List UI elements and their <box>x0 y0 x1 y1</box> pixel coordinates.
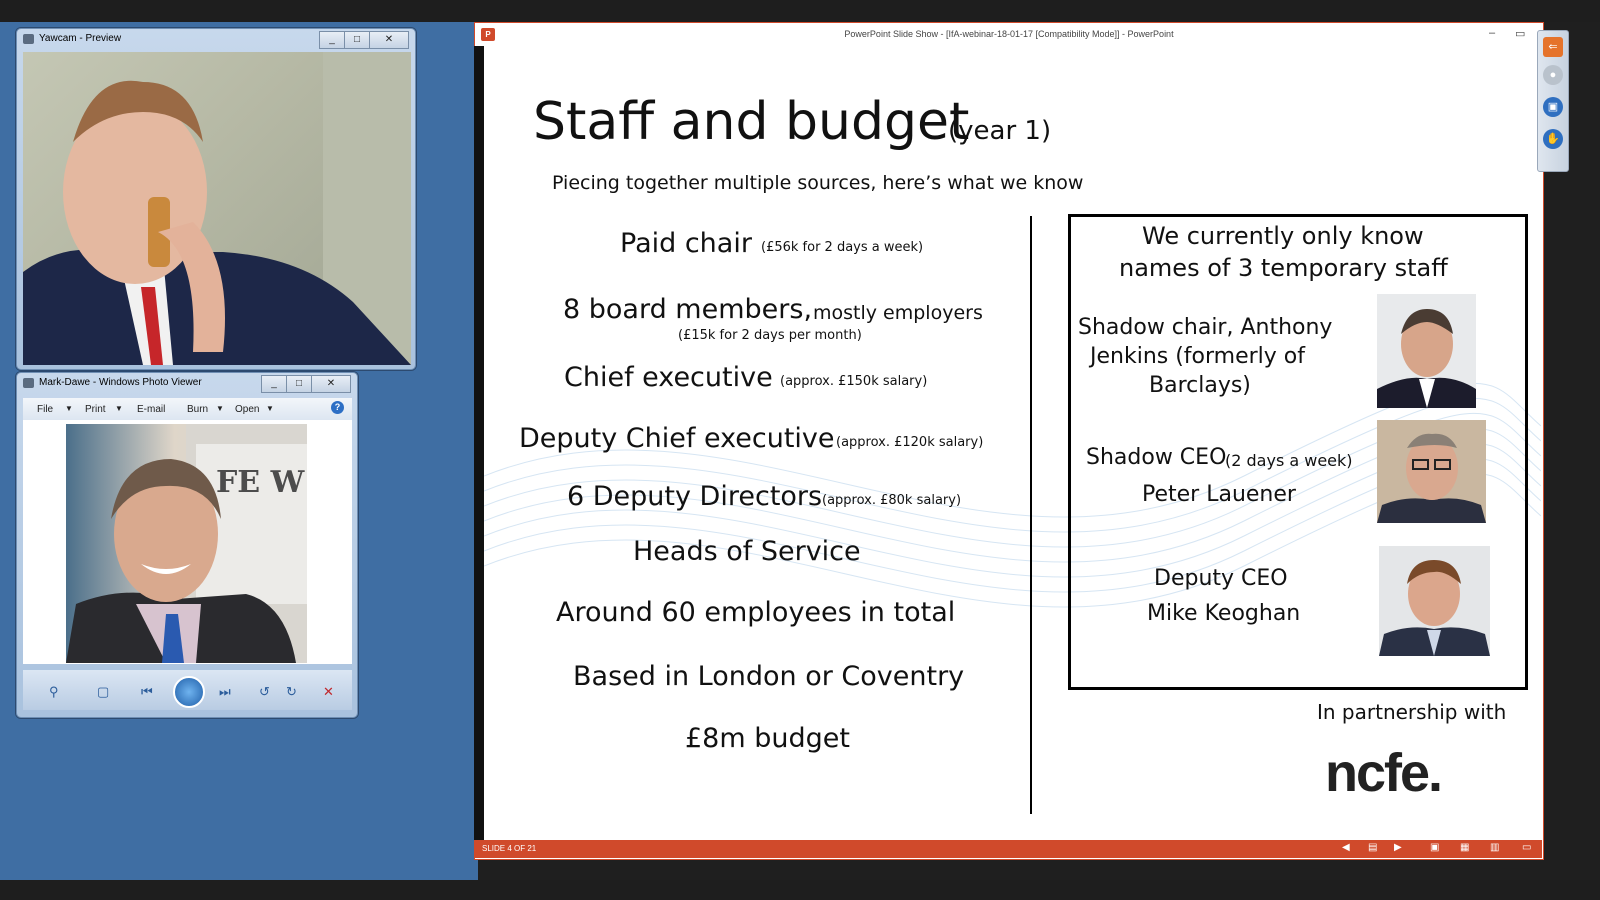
paid-chair-label: Paid chair <box>620 228 752 259</box>
chevron-down-icon[interactable]: ▼ <box>115 404 123 413</box>
slide-vertical-divider <box>1030 216 1032 814</box>
slideshow-status-bar <box>474 840 1542 858</box>
yawcam-titlebar[interactable] <box>17 29 415 49</box>
deputy-chief-executive-label: Deputy Chief executive <box>519 423 835 454</box>
photo-person-image <box>66 424 307 663</box>
slide-counter: SLIDE 4 OF 21 <box>482 844 537 853</box>
heads-of-service-label: Heads of Service <box>633 536 861 567</box>
shadow-ceo-note: (2 days a week) <box>1225 451 1353 470</box>
deputy-ceo-name: Mike Keoghan <box>1147 601 1301 626</box>
pv-minimize-button[interactable]: _ <box>261 375 287 393</box>
menu-burn[interactable]: Burn <box>187 404 209 415</box>
slide-title: Staff and budget <box>533 92 970 152</box>
deputy-directors-label: 6 Deputy Directors <box>567 481 823 512</box>
deputy-ceo-role: Deputy CEO <box>1154 566 1288 591</box>
microphone-icon[interactable]: ● <box>1543 65 1563 85</box>
annotation-side-toolbar <box>1537 30 1569 172</box>
menu-file[interactable]: File <box>37 404 54 415</box>
board-members-suffix: mostly employers <box>813 302 983 324</box>
ppt-minimize-button[interactable]: – <box>1489 27 1496 39</box>
top-black-bar <box>0 0 1600 22</box>
anthony-jenkins-portrait <box>1377 294 1476 408</box>
previous-icon[interactable]: ⏮ <box>141 684 153 699</box>
deputy-directors-note: (approx. £80k salary) <box>822 493 962 508</box>
panel-heading-line2: names of 3 temporary staff <box>1119 254 1448 282</box>
menu-email[interactable]: E-mail <box>137 404 166 415</box>
partnership-label: In partnership with <box>1317 700 1507 724</box>
mark-dawe-photo <box>66 424 307 663</box>
slide-sorter-icon[interactable]: ▦ <box>1460 842 1470 853</box>
shadow-ceo-name: Peter Lauener <box>1142 482 1296 507</box>
webcam-person-image <box>23 52 411 365</box>
slide-left-edge <box>474 46 484 840</box>
webcam-feed <box>23 52 411 365</box>
shadow-ceo-role: Shadow CEO <box>1086 445 1227 470</box>
yawcam-title: Yawcam - Preview <box>39 33 122 44</box>
bottom-black-bar <box>0 880 1600 900</box>
ncfe-logo: ncfe. <box>1325 743 1442 803</box>
chevron-down-icon[interactable]: ▼ <box>216 404 224 413</box>
photo-viewer-toolbar <box>23 670 352 710</box>
photo-viewer-title: Mark-Dawe - Windows Photo Viewer <box>39 377 202 388</box>
pv-maximize-button[interactable]: □ <box>286 375 312 393</box>
reading-view-icon[interactable]: ▥ <box>1490 842 1500 853</box>
back-arrow-icon[interactable]: ⇐ <box>1543 37 1563 57</box>
shadow-chair-line2: Jenkins (formerly of <box>1090 344 1306 369</box>
budget-label: £8m budget <box>685 723 850 754</box>
ppt-restore-button[interactable]: ▭ <box>1515 28 1526 40</box>
chief-executive-label: Chief executive <box>564 362 773 393</box>
slide-title-suffix: (year 1) <box>948 116 1052 146</box>
close-button[interactable]: ✕ <box>369 31 409 49</box>
photo-viewer-titlebar[interactable] <box>17 373 357 393</box>
location-label: Based in London or Coventry <box>573 661 965 692</box>
menu-open[interactable]: Open <box>235 404 260 415</box>
slide-subtitle: Piecing together multiple sources, here’s what we know <box>552 172 1084 194</box>
yawcam-app-icon <box>23 34 34 44</box>
chevron-down-icon[interactable]: ▼ <box>65 404 73 413</box>
rotate-left-icon[interactable]: ↺ <box>259 684 270 699</box>
shadow-chair-line3: Barclays) <box>1149 373 1251 398</box>
deputy-chief-executive-note: (approx. £120k salary) <box>836 435 984 450</box>
help-icon[interactable]: ? <box>331 401 344 414</box>
slideshow-button[interactable] <box>173 676 205 708</box>
pv-close-button[interactable]: ✕ <box>311 375 351 393</box>
chevron-down-icon[interactable]: ▼ <box>266 404 274 413</box>
paid-chair-note: (£56k for 2 days a week) <box>761 240 924 255</box>
slideshow-view-icon[interactable]: ▭ <box>1522 842 1532 853</box>
normal-view-icon[interactable]: ▣ <box>1430 842 1440 853</box>
powerpoint-app-icon: P <box>481 28 495 41</box>
delete-icon[interactable]: ✕ <box>323 684 334 699</box>
mike-keoghan-portrait <box>1379 546 1490 656</box>
shadow-chair-line1: Shadow chair, Anthony <box>1078 315 1333 340</box>
employees-total-label: Around 60 employees in total <box>556 597 956 628</box>
slide-notes-icon[interactable]: ▤ <box>1368 842 1378 853</box>
next-slide-icon[interactable]: ▶ <box>1394 842 1402 853</box>
peter-lauener-portrait <box>1377 420 1486 523</box>
previous-slide-icon[interactable]: ◀ <box>1342 842 1350 853</box>
maximize-button[interactable]: □ <box>344 31 370 49</box>
panel-heading-line1: We currently only know <box>1142 222 1424 250</box>
powerpoint-window-title: PowerPoint Slide Show - [IfA-webinar-18-01-17 [Compatibility Mode]] - PowerPoint <box>844 29 1174 39</box>
next-icon[interactable]: ⏭ <box>219 684 231 699</box>
chief-executive-note: (approx. £150k salary) <box>780 374 928 389</box>
minimize-button[interactable]: _ <box>319 31 345 49</box>
board-members-label: 8 board members, <box>563 294 813 325</box>
raise-hand-icon[interactable]: ✋ <box>1543 129 1563 149</box>
actual-size-icon[interactable]: ▢ <box>97 684 110 699</box>
board-members-note: (£15k for 2 days per month) <box>678 328 862 343</box>
photo-sign-text: FE W <box>216 465 305 500</box>
photo-viewer-app-icon <box>23 378 34 388</box>
menu-print[interactable]: Print <box>85 404 106 415</box>
screen-share-icon[interactable]: ▣ <box>1543 97 1563 117</box>
zoom-icon[interactable]: ⚲ <box>49 684 59 699</box>
powerpoint-titlebar[interactable] <box>475 23 1543 48</box>
rotate-right-icon[interactable]: ↻ <box>286 684 297 699</box>
photo-viewer-menubar <box>23 398 352 420</box>
